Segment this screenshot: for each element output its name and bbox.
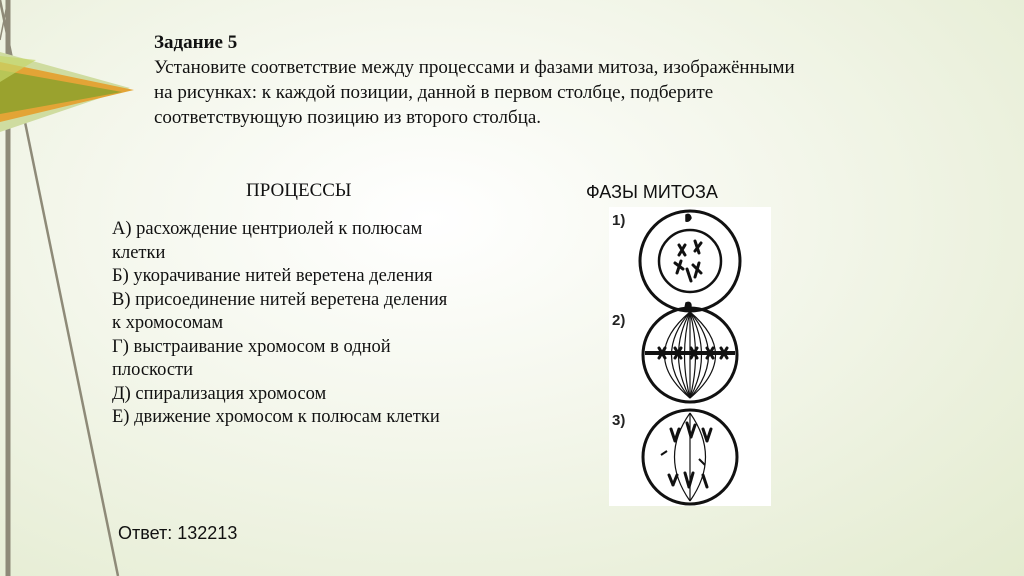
figure-label: 1)	[612, 212, 626, 229]
process-item: А) расхождение центриолей к полюсам	[112, 219, 423, 239]
task-text-line: на рисунках: к каждой позиции, данной в первом столбце, подберите	[154, 82, 714, 103]
process-item: Е) движение хромосом к полюсам клетки	[112, 407, 440, 427]
figure-label: 3)	[612, 412, 626, 429]
process-item: Г) выстраивание хромосом в одной	[112, 336, 391, 357]
process-item: плоскости	[112, 360, 194, 380]
mitosis-figure-panel	[609, 207, 771, 506]
process-item: Б) укорачивание нитей веретена деления	[112, 266, 433, 286]
cell-figure-1	[640, 211, 740, 311]
cell-figure-2	[643, 308, 737, 402]
cell-figure-3	[643, 410, 737, 504]
processes-header: ПРОЦЕССЫ	[246, 180, 352, 201]
process-item: В) присоединение нитей веретена деления	[112, 289, 448, 310]
process-item: Д) спирализация хромосом	[112, 383, 327, 404]
process-item: клетки	[112, 242, 166, 263]
task-block	[154, 30, 894, 130]
task-title: Задание 5	[154, 32, 238, 53]
answer-text: Ответ: 132213	[118, 523, 238, 543]
arrow-shapes	[0, 52, 140, 212]
process-list	[112, 218, 512, 430]
figure-label: 2)	[612, 312, 626, 329]
process-item: к хромосомам	[112, 313, 224, 333]
task-text-line: соответствующую позицию из второго столбца.	[154, 107, 542, 128]
phases-header: ФАЗЫ МИТОЗА	[586, 182, 718, 202]
task-text-line: Установите соответствие между процессами и фазами митоза, изображёнными	[154, 57, 795, 78]
